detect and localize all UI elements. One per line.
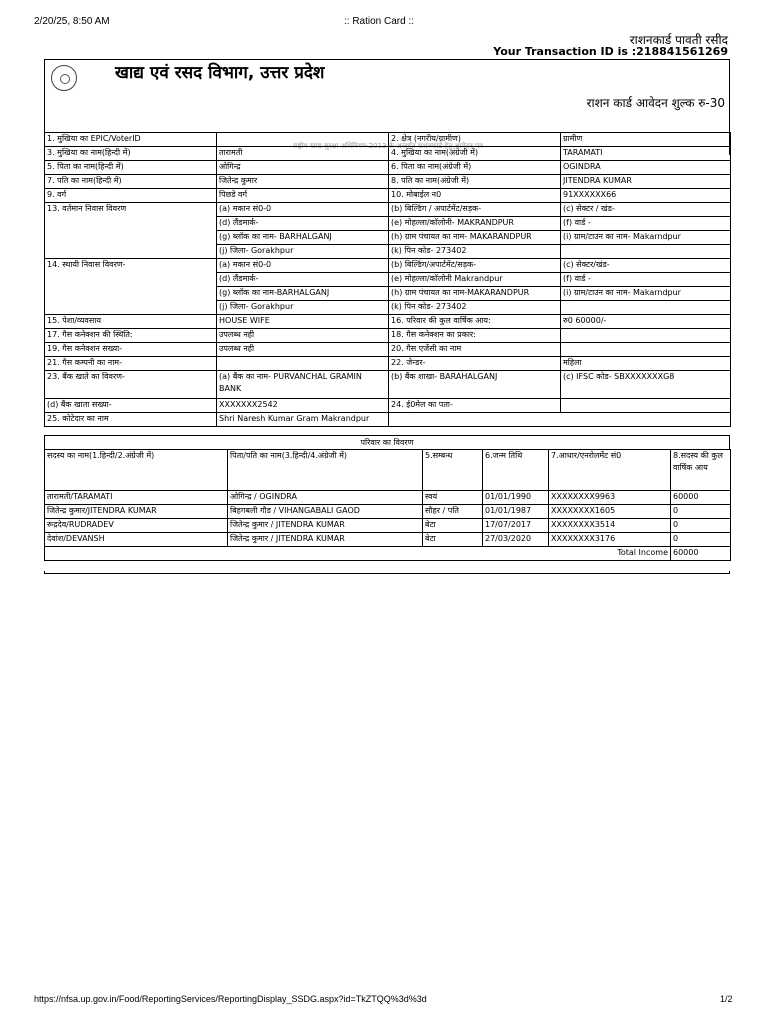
- column-header: 7.आधार/एनरोलमेंट सं0: [549, 450, 671, 491]
- field-value: [561, 301, 731, 315]
- current-address-label: 13. वर्तमान निवास विवरण: [45, 203, 217, 259]
- table-row: [45, 357, 731, 371]
- member-income: 0: [671, 519, 731, 533]
- member-income: 0: [671, 505, 731, 519]
- family-members-table: [44, 449, 731, 561]
- field-value: जितेन्द्र कुमार: [217, 175, 389, 189]
- field-label: 2. क्षेत्र (नगरीय/ग्रामीण): [389, 133, 561, 147]
- print-title: :: Ration Card ::: [344, 16, 415, 27]
- table-row: [45, 189, 731, 203]
- table-header-row: [45, 450, 731, 491]
- application-fee: राशन कार्ड आवेदन शुल्क रु-30: [586, 96, 725, 110]
- table-row: [45, 329, 731, 343]
- column-header: 8.सदस्य की कुल वार्षिक आय: [671, 450, 731, 491]
- field-value: XXXXXXX2542: [217, 399, 389, 413]
- table-row: [45, 133, 731, 147]
- empty-cell: [389, 413, 731, 427]
- permanent-address-label: 14. स्थायी निवास विवरण-: [45, 259, 217, 315]
- table-row: [45, 343, 731, 357]
- table-row: [45, 491, 731, 505]
- field-value: (g) ब्लॉक का नाम- BARHALGANJ: [217, 231, 389, 245]
- table-row: [45, 147, 731, 161]
- field-label: 1. मुखिया का EPIC/VoterID: [45, 133, 217, 147]
- field-value: महिला: [561, 357, 731, 371]
- total-income-label: Total Income: [45, 547, 671, 561]
- field-label: 19. गैस कनेक्शन सख्या-: [45, 343, 217, 357]
- up-emblem-icon: [51, 65, 77, 91]
- print-datetime: 2/20/25, 8:50 AM: [34, 16, 110, 27]
- field-label: (d) बैंक खाता सख्या-: [45, 399, 217, 413]
- guardian-name: ओगिन्द्र / OGINDRA: [228, 491, 423, 505]
- table-row: [45, 315, 731, 329]
- field-label: 9. वर्ग: [45, 189, 217, 203]
- field-value: [217, 133, 389, 147]
- field-label: 22. जेन्डर-: [389, 357, 561, 371]
- form-subtitle: राष्ट्रीय खाद्य सुरक्षा अधिनियम-2013 के अन्तर्गत राशनकार्ड हेतु आवेदन पत्र: [292, 142, 484, 150]
- field-label: 6. पिता का नाम(अंग्रेजी में): [389, 161, 561, 175]
- relation: बेटा: [423, 533, 483, 547]
- field-value: (j) जिला- Gorakhpur: [217, 245, 389, 259]
- guardian-name: बिहगबली गौड / VIHANGABALI GAOD: [228, 505, 423, 519]
- field-value: 91XXXXXX66: [561, 189, 731, 203]
- card-border-bottom: [44, 571, 730, 574]
- field-value: पिछडे वर्ग: [217, 189, 389, 203]
- field-label: 7. पति का नाम(हिन्दी में): [45, 175, 217, 189]
- field-value: (b) बिल्डिंग/अपार्टमेंट/सड़क-: [389, 259, 561, 273]
- table-row: [45, 519, 731, 533]
- birth-date: 01/01/1990: [483, 491, 549, 505]
- field-value: OGINDRA: [561, 161, 731, 175]
- field-value: (f) वार्ड -: [561, 273, 731, 287]
- guardian-name: जितेन्द्र कुमार / JITENDRA KUMAR: [228, 533, 423, 547]
- field-value: JITENDRA KUMAR: [561, 175, 731, 189]
- field-value: ग्रामीण: [561, 133, 731, 147]
- member-name: तारामती/TARAMATI: [45, 491, 228, 505]
- field-value: [217, 357, 389, 371]
- field-label: 17. गैस कनेक्शन की स्थिति:: [45, 329, 217, 343]
- field-label: 25. कोटेदार का नाम: [45, 413, 217, 427]
- relation: बेटा: [423, 519, 483, 533]
- field-value: (a) मकान सं0-0: [217, 259, 389, 273]
- transaction-id: Your Transaction ID is :218841561269: [493, 45, 728, 58]
- field-value: ओगिन्द्र: [217, 161, 389, 175]
- field-value: (b) बिल्डिंग / अपार्टमेंट/सड़क-: [389, 203, 561, 217]
- field-value: (b) बैंक शाखा- BARAHALGANJ: [389, 371, 561, 399]
- guardian-name: जितेन्द्र कुमार / JITENDRA KUMAR: [228, 519, 423, 533]
- field-value: रु0 60000/-: [561, 315, 731, 329]
- column-header: पिता/पति का नाम(3.हिन्दी/4.अंग्रेजी में): [228, 450, 423, 491]
- field-value: (a) मकान सं0-0: [217, 203, 389, 217]
- birth-date: 27/03/2020: [483, 533, 549, 547]
- field-value: (i) ग्राम/टाउन का नाम- Makarndpur: [561, 287, 731, 301]
- field-label: 21. गैस कम्पनी का नाम-: [45, 357, 217, 371]
- field-value: Shri Naresh Kumar Gram Makrandpur: [217, 413, 389, 427]
- field-value: (c) सेक्टर / खंड-: [561, 203, 731, 217]
- aadhaar-number: XXXXXXXX3176: [549, 533, 671, 547]
- member-name: जितेन्द्र कुमार/JITENDRA KUMAR: [45, 505, 228, 519]
- receipt-label: राशनकार्ड पावती रसीद: [629, 33, 728, 47]
- relation: स्वयं: [423, 491, 483, 505]
- field-value: TARAMATI: [561, 147, 731, 161]
- table-row: [45, 413, 731, 427]
- table-row: [45, 533, 731, 547]
- family-details-title: परिवार का विवरण: [44, 435, 730, 449]
- table-row: [45, 399, 731, 413]
- field-value: (d) लैंडमार्क-: [217, 273, 389, 287]
- member-income: 0: [671, 533, 731, 547]
- field-value: (a) बैंक का नाम- PURVANCHAL GRAMIN BANK: [217, 371, 389, 399]
- field-label: 4. मुखिया का नाम(अंग्रेजी में): [389, 147, 561, 161]
- table-row: [45, 371, 731, 399]
- column-header: सदस्य का नाम(1.हिन्दी/2.अंग्रेजी में): [45, 450, 228, 491]
- field-value: (k) पिन कोड- 273402: [389, 245, 561, 259]
- field-value: [561, 399, 731, 413]
- table-row: [45, 505, 731, 519]
- field-value: (k) पिन कोड- 273402: [389, 301, 561, 315]
- table-row: [45, 259, 731, 273]
- field-value: उपलब्ध नही: [217, 343, 389, 357]
- aadhaar-number: XXXXXXXX9963: [549, 491, 671, 505]
- table-row: [45, 175, 731, 189]
- field-value: (f) वार्ड -: [561, 217, 731, 231]
- field-value: तारामती: [217, 147, 389, 161]
- field-value: [561, 343, 731, 357]
- department-title: खाद्य एवं रसद विभाग, उत्तर प्रदेश: [115, 63, 325, 83]
- birth-date: 01/01/1987: [483, 505, 549, 519]
- total-income-value: 60000: [671, 547, 731, 561]
- aadhaar-number: XXXXXXXX1605: [549, 505, 671, 519]
- relation: सौहर / पति: [423, 505, 483, 519]
- table-row: [45, 203, 731, 217]
- field-value: (c) सेक्टर/खंड-: [561, 259, 731, 273]
- field-value: (j) जिला- Gorakhpur: [217, 301, 389, 315]
- print-url: https://nfsa.up.gov.in/Food/ReportingServices/ReportingDisplay_SSDG.aspx?id=TkZTQQ%3d%3d: [34, 994, 427, 1004]
- field-label: 16. परिवार की कुल वार्षिक आय:: [389, 315, 561, 329]
- field-value: (c) IFSC कोड- SBXXXXXXXG8: [561, 371, 731, 399]
- field-label: 24. ई0मेल का पता-: [389, 399, 561, 413]
- birth-date: 17/07/2017: [483, 519, 549, 533]
- member-income: 60000: [671, 491, 731, 505]
- field-value: (g) ब्लॉक का नाम-BARHALGANJ: [217, 287, 389, 301]
- field-value: (h) ग्राम पंचायत का नाम- MAKARANDPUR: [389, 231, 561, 245]
- column-header: 5.सम्बन्ध: [423, 450, 483, 491]
- field-label: 3. मुखिया का नाम(हिन्दी में): [45, 147, 217, 161]
- field-value: (e) मोहल्ला/कॉलोनी- MAKRANDPUR: [389, 217, 561, 231]
- field-label: 8. पति का नाम(अंग्रेजी में): [389, 175, 561, 189]
- field-label: 23. बैंक खाते का विवरण-: [45, 371, 217, 399]
- field-value: HOUSE WIFE: [217, 315, 389, 329]
- applicant-details-table: [44, 132, 731, 427]
- field-value: [561, 245, 731, 259]
- total-row: [45, 547, 731, 561]
- field-value: (d) लैंडमार्क-: [217, 217, 389, 231]
- column-header: 6.जन्म तिथि: [483, 450, 549, 491]
- field-label: 10. मोबाईल न0: [389, 189, 561, 203]
- field-label: 5. पिता का नाम(हिन्दी में): [45, 161, 217, 175]
- table-row: [45, 161, 731, 175]
- field-value: उपलब्ध नही: [217, 329, 389, 343]
- field-value: [561, 329, 731, 343]
- field-value: (h) ग्राम पंचायत का नाम-MAKARANDPUR: [389, 287, 561, 301]
- member-name: देवांश/DEVANSH: [45, 533, 228, 547]
- page-number: 1/2: [720, 994, 733, 1004]
- field-label: 18. गैस कनेक्शन का प्रकार:: [389, 329, 561, 343]
- field-label: 20. गैस एजेंसी का नाम: [389, 343, 561, 357]
- aadhaar-number: XXXXXXXX3514: [549, 519, 671, 533]
- field-label: 15. पेशा/व्यवसाय: [45, 315, 217, 329]
- field-value: (e) मोहल्ला/कॉलोनी Makrandpur: [389, 273, 561, 287]
- member-name: रूद्रदेव/RUDRADEV: [45, 519, 228, 533]
- field-value: (i) ग्राम/टाउन का नाम- Makarndpur: [561, 231, 731, 245]
